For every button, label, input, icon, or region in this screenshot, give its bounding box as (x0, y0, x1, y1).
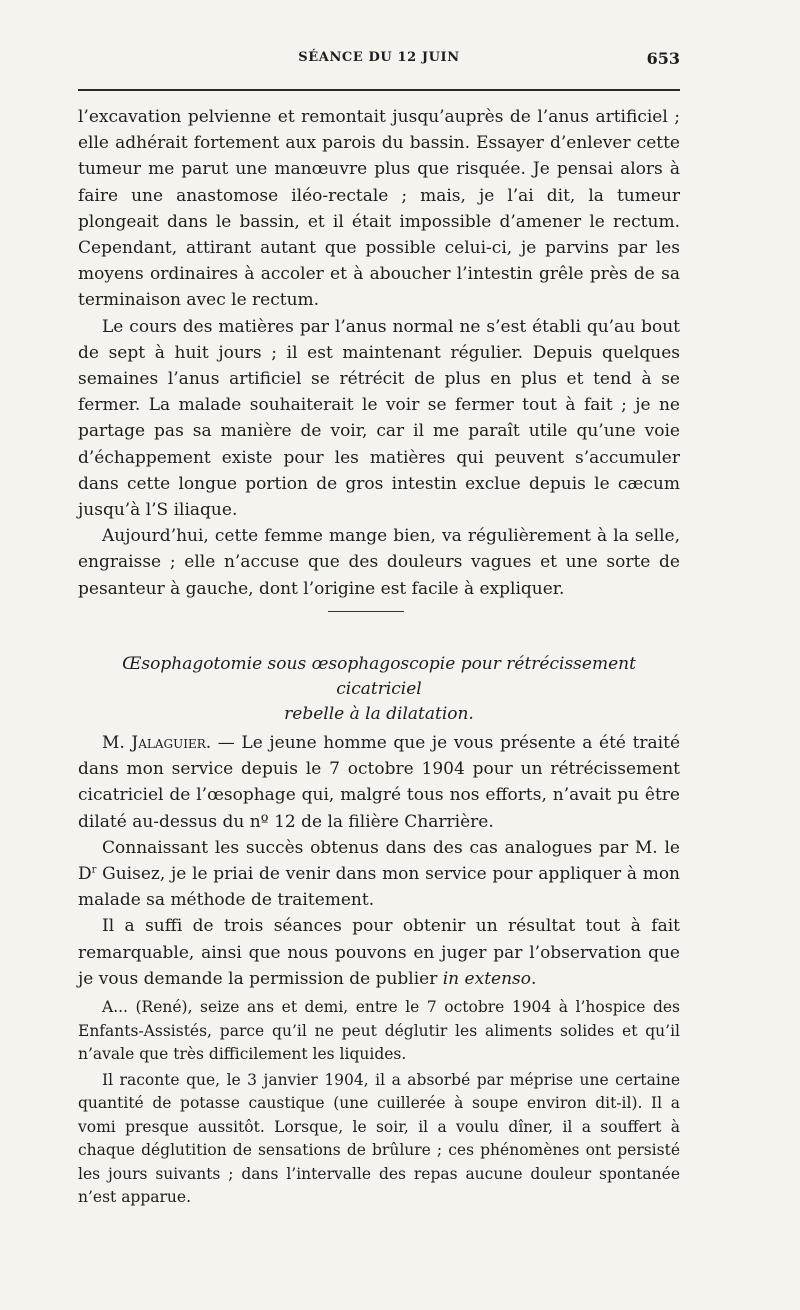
superscript: r (91, 864, 97, 876)
paragraph-text: Il a suffi de trois séances pour obtenir un résultat tout à fait remarquable, ainsi que nous pouvons en juger par l’observation que je vous demande la permission de publier (78, 916, 680, 989)
paragraph-text: . (531, 968, 537, 989)
paragraph (78, 835, 680, 914)
continuation-text (78, 104, 680, 602)
paragraph-text: — Le jeune homme que je vous présente a été traité dans mon service depuis le 7 octobre 1904 pour un rétrécissement cicatriciel de l’œsophage qui, malgré tous nos efforts, n’avait pu être dilaté au-dessus du nº 12 de la filière Charrière. (78, 733, 680, 832)
section-title-line: Œsophagotomie sous œsophagoscopie pour rétrécissement cicatriciel (122, 654, 636, 699)
paragraph: Il raconte que, le 3 janvier 1904, il a absorbé par méprise une certaine quantité de potasse caustique (une cuillerée à soupe environ dit-il). Il a vomi presque aussitôt. Lorsque, le soir, il a voulu dîner, il a souffert à chaque déglutition de sensations de brûlure ; ces phénomènes ont persisté les jours suivants ; dans l’intervalle des repas aucune douleur spontanée n’est apparue. (78, 1070, 680, 1206)
observation-text (78, 996, 680, 1212)
paragraph (78, 913, 680, 992)
section-title-line: rebelle à la dilatation. (284, 704, 474, 724)
section-title (78, 652, 680, 727)
paragraph: l’excavation pelvienne et remontait jusqu’auprès de l’anus artificiel ; elle adhérait fortement aux parois du bassin. Essayer d’enlever cette tumeur me parut une manœuvre plus que risquée. Je pensai alors à faire une anastomose iléo-rectale ; mais, je l’ai dit, la tumeur plongeait dans le bassin, et il était impossible d’amener le rectum. Cependant, attirant autant que possible celui-ci, je parvins par les moyens ordinaires à accoler et à aboucher l’intestin grêle près de sa terminaison avec le rectum. (78, 107, 680, 311)
paragraph-text: Guisez, je le priai de venir dans mon service pour appliquer à mon malade sa méthode de traitement. (78, 864, 680, 911)
header-rule (78, 89, 680, 91)
section-separator (328, 611, 404, 612)
paragraph-text: Connaissant les succès obtenus dans des cas analogues par M. le D (78, 837, 680, 885)
section-body (78, 730, 680, 992)
paragraph: A... (René), seize ans et demi, entre le 7 octobre 1904 à l’hospice des Enfants-Assistés, parce qu’il ne peut déglutir les aliments solides et qu’il n’avale que très difficilement les liquides. (78, 998, 680, 1063)
speaker-name: M. Jalaguier. (102, 733, 212, 753)
paragraph: Le cours des matières par l’anus normal ne s’est établi qu’au bout de sept à huit jours ; il est maintenant régulier. Depuis quelques semaines l’anus artificiel se rétrécit de plus en plus et tend à se fermer. La malade souhaiterait le voir se fermer tout à fait ; je ne partage pas sa manière de voir, car il me paraît utile qu’une voie d’échappement existe pour les matières qui peuvent s’accumuler dans cette longue portion de gros intestin exclue depuis le cæcum jusqu’à l’S iliaque. (78, 316, 680, 521)
page-header (78, 50, 680, 72)
paragraph (78, 730, 680, 835)
italic-phrase: in extenso (442, 968, 531, 989)
page-number: 653 (646, 49, 680, 68)
running-title: SÉANCE DU 12 JUIN (298, 50, 460, 65)
paragraph: Aujourd’hui, cette femme mange bien, va régulièrement à la selle, engraisse ; elle n’accuse que des douleurs vagues et une sorte de pesanteur à gauche, dont l’origine est facile à expliquer. (78, 526, 680, 599)
